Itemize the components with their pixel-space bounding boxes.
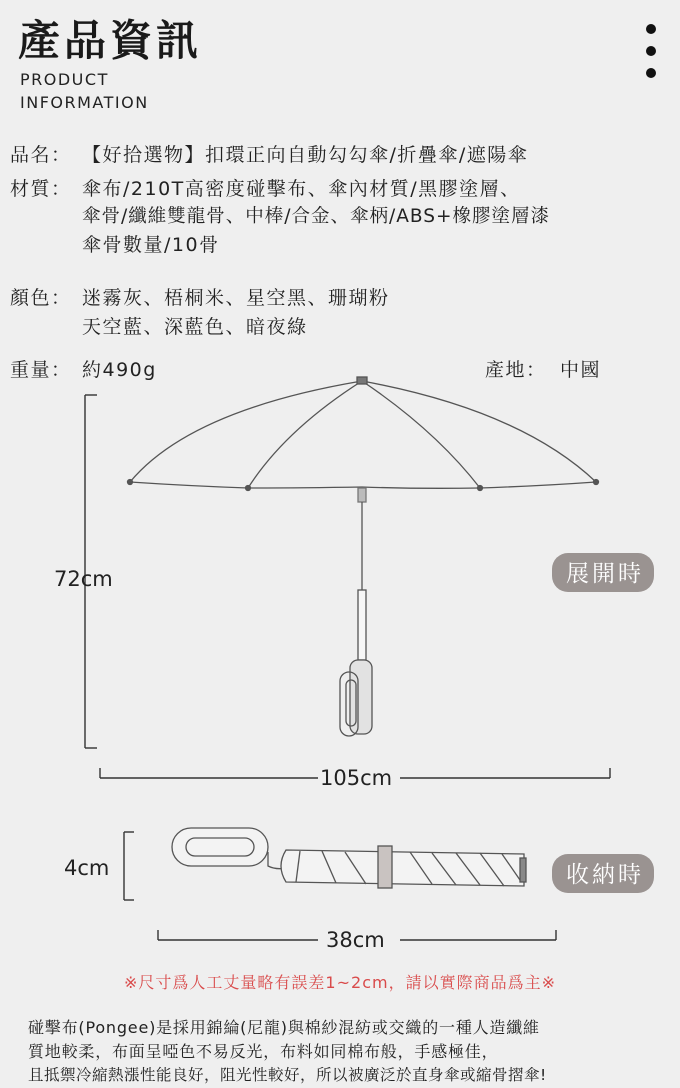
page-subtitle-line2: INFORMATION — [20, 93, 149, 112]
open-umbrella-icon — [128, 377, 599, 736]
description-line1: 碰擊布(Pongee)是採用錦綸(尼龍)與棉紗混紡或交織的一種人造纖維 — [28, 1018, 540, 1037]
spec-color-line2: 天空藍、深藍色、暗夜綠 — [82, 316, 308, 338]
spec-origin-label: 產地： — [485, 359, 547, 381]
spec-color-line1: 迷霧灰、梧桐米、星空黑、珊瑚粉 — [82, 287, 390, 309]
spec-name-label: 品名： — [10, 144, 72, 166]
spec-weight-value: 約490g — [82, 359, 157, 381]
description-line3: 且抵禦冷縮熱漲性能良好，阻光性較好，所以被廣泛於直身傘或縮骨摺傘! — [28, 1066, 547, 1084]
spec-material-line1: 傘布/210T高密度碰擊布、傘內材質/黑膠塗層、 — [82, 178, 521, 200]
page-subtitle-line1: PRODUCT — [20, 70, 109, 89]
closed-umbrella-icon — [172, 828, 526, 888]
width-label: 105cm — [320, 766, 393, 790]
diameter-label: 4cm — [64, 856, 110, 880]
spec-origin-value: 中國 — [560, 359, 602, 381]
spec-material-label: 材質： — [10, 178, 72, 200]
closed-state-badge: 收納時 — [552, 854, 654, 893]
length-label: 38cm — [326, 928, 385, 952]
open-state-badge: 展開時 — [552, 553, 654, 592]
description-line2: 質地較柔，布面呈啞色不易反光，布料如同棉布般，手感極佳， — [28, 1042, 499, 1061]
height-label: 72cm — [54, 567, 113, 591]
spec-material-line2: 傘骨/纖維雙龍骨、中棒/合金、傘柄/ABS+橡膠塗層漆 — [82, 206, 550, 227]
page-title: 產品資訊 — [18, 16, 203, 65]
spec-material-line3: 傘骨數量/10骨 — [82, 234, 220, 256]
spec-color-label: 顏色： — [10, 287, 72, 309]
spec-weight-label: 重量： — [10, 359, 72, 381]
spec-name-value: 【好拾選物】扣環正向自動勾勾傘/折疊傘/遮陽傘 — [82, 144, 529, 166]
measurement-note: ※尺寸爲人工丈量略有誤差1~2cm，請以實際商品爲主※ — [124, 973, 556, 992]
diameter-dimension-line — [124, 832, 134, 900]
